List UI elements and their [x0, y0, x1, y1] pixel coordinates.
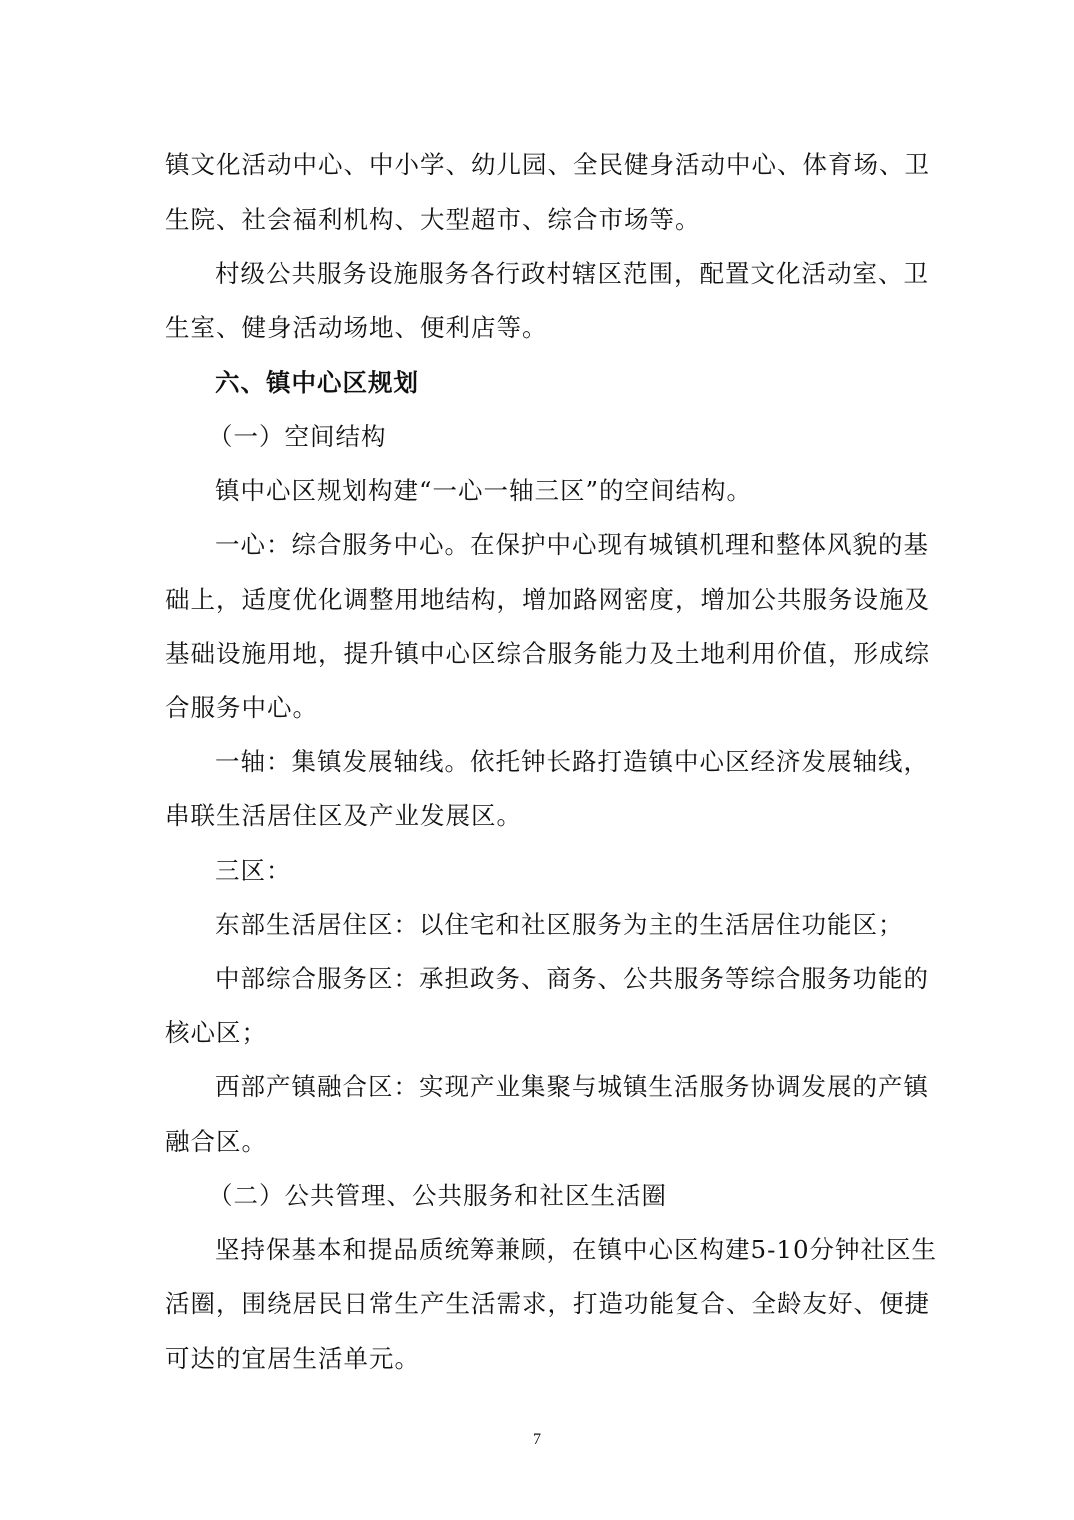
- paragraph-line: 生院、社会福利机构、大型超市、综合市场等。: [165, 205, 701, 234]
- subsection-heading: （二）公共管理、公共服务和社区生活圈: [208, 1181, 667, 1210]
- paragraph-line: 中部综合服务区：承担政务、商务、公共服务等综合服务功能的: [215, 964, 929, 993]
- paragraph-line: 三区：: [215, 856, 292, 885]
- paragraph-line: 一心：综合服务中心。在保护中心现有城镇机理和整体风貌的基: [215, 530, 929, 559]
- paragraph-line: 核心区；: [165, 1018, 267, 1047]
- paragraph-line: 融合区。: [165, 1127, 267, 1156]
- paragraph-line: 串联生活居住区及产业发展区。: [165, 801, 522, 830]
- paragraph-line: 一轴：集镇发展轴线。依托钟长路打造镇中心区经济发展轴线，: [215, 747, 929, 776]
- paragraph-line: 镇文化活动中心、中小学、幼儿园、全民健身活动中心、体育场、卫: [165, 150, 930, 179]
- paragraph-line: 坚持保基本和提品质统筹兼顾，在镇中心区构建5-10分钟社区生: [215, 1235, 938, 1264]
- section-heading: 六、镇中心区规划: [215, 368, 419, 397]
- paragraph-line: 西部产镇融合区：实现产业集聚与城镇生活服务协调发展的产镇: [215, 1072, 929, 1101]
- paragraph-line: 合服务中心。: [165, 693, 318, 722]
- paragraph-line: 础上，适度优化调整用地结构，增加路网密度，增加公共服务设施及: [165, 585, 930, 614]
- paragraph-line: 可达的宜居生活单元。: [165, 1344, 420, 1373]
- subsection-heading: （一）空间结构: [208, 422, 387, 451]
- paragraph-line: 东部生活居住区：以住宅和社区服务为主的生活居住功能区；: [215, 910, 904, 939]
- paragraph-line: 镇中心区规划构建“一心一轴三区”的空间结构。: [215, 476, 753, 505]
- page-number: 7: [533, 1431, 541, 1448]
- paragraph-line: 生室、健身活动场地、便利店等。: [165, 313, 548, 342]
- paragraph-line: 村级公共服务设施服务各行政村辖区范围，配置文化活动室、卫: [215, 259, 929, 288]
- paragraph-line: 基础设施用地，提升镇中心区综合服务能力及土地利用价值，形成综: [165, 639, 930, 668]
- paragraph-line: 活圈，围绕居民日常生产生活需求，打造功能复合、全龄友好、便捷: [165, 1289, 930, 1318]
